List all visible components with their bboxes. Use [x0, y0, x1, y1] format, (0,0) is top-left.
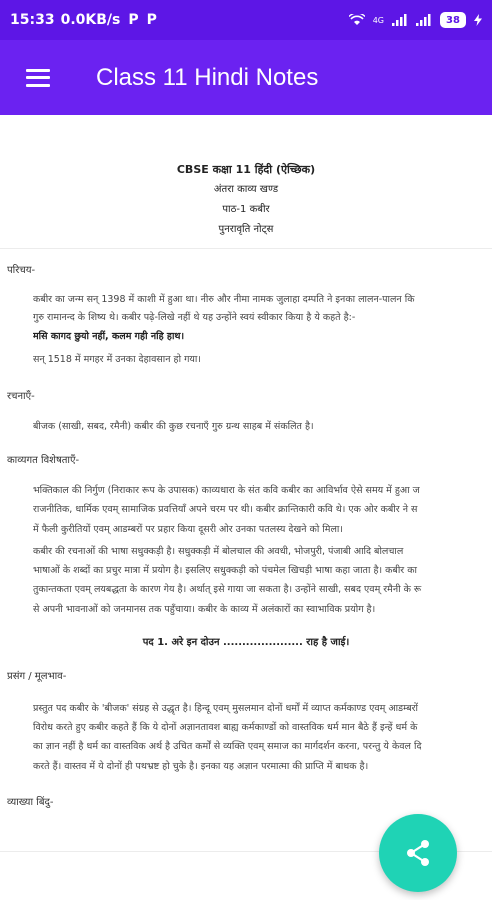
doc-header-line3: पाठ-1 कबीर	[222, 204, 270, 215]
status-right-cluster	[349, 12, 482, 28]
parichay-line-2: गुरु रामानन्द के शिष्य थे। कबीर पढ़े-लिखे नहीं थे यह उन्होंने स्वयं स्वीकार किया है ये कहते है:-	[33, 312, 356, 323]
kavyagat-b1-line-3: में फैली कुरीतियों एवम् आडम्बरों पर प्रहार किया दूसरी ओर उनका पतलस्य देखने को मिला।	[33, 524, 343, 535]
section-title-parichay: परिचय-	[7, 265, 36, 276]
parichay-quote: मसि कागद छुयो नहीं, कलम गही नहि हाथ।	[33, 331, 185, 342]
pad-title: पद 1. अरे इन दोउन ..................... राह है जाई।	[142, 637, 350, 648]
share-fab-button[interactable]	[379, 814, 457, 892]
doc-header-line2: अंतरा काव्य खण्ड	[213, 184, 279, 195]
prasang-line-2: विरोध करते हुए कबीर कहते हैं कि ये दोनों अज्ञानतावश बाह्य कर्मकाण्डों को वास्तविक धर्म मान बैठे हैं इन्हें धर्म के	[33, 722, 418, 733]
wifi-icon	[349, 14, 365, 26]
share-icon	[405, 839, 431, 867]
kavyagat-b1-line-1: • भक्तिकाल की निर्गुण (निराकार रूप के उपासक) काव्यधारा के संत कवि कबीर का आविर्भाव ऐसे समय में हुआ ज	[33, 482, 492, 500]
section-title-prasang: प्रसंग / मूलभाव-	[7, 671, 67, 682]
doc-header-line4: पुनरावृति नोट्स	[218, 224, 274, 235]
kavyagat-b2-line-3: तुकान्तकता एवम् लयबद्धता के कारण गेय है। अर्थात् इसे गाया जा सकता है। उन्होंने साखी, सबद एवम् रमैनी के रू	[33, 584, 422, 595]
battery-icon: 38	[440, 12, 466, 28]
kavyagat-b2-line-4: से अपनी भावनाओं को जनमानस तक पहुँचाया। कबीर के काव्य में अलंकारों का स्वाभाविक प्रयोग है।	[33, 604, 376, 615]
page-divider	[0, 248, 492, 249]
prasang-line-3: का ज्ञान नहीं है धर्म का वास्तविक अर्थ है उचित कर्मों से व्यक्ति एवम् समाज का मार्गदर्शन करना, परन्तु ये केवल दि	[33, 741, 422, 752]
kavyagat-b1-line-2: राजनीतिक, धार्मिक एवम् सामाजिक प्रवत्तियाँ अपने चरम पर थी। कबीर क्रान्तिकारी कवि थे। एक ओर कबीर ने स	[33, 504, 418, 515]
kavyagat-b2-line-1: • कबीर की रचनाओं की भाषा सधुक्कड़ी है। सधुक्कड़ी में बोलचाल की अवधी, भोजपुरी, पंजाबी आदि बोलचाल	[33, 543, 492, 561]
doc-header-line1: CBSE कक्षा 11 हिंदी (ऐच्छिक)	[176, 163, 316, 176]
section-title-vyakhya: व्याख्या बिंदु-	[7, 797, 54, 808]
status-time: 15:33	[10, 12, 55, 28]
section-title-kavyagat: काव्यगत विशेषताएँ-	[7, 455, 80, 466]
status-bar	[0, 0, 492, 40]
status-p-icon-2: P	[146, 12, 157, 28]
document-view[interactable]	[0, 116, 492, 900]
signal-icon-2	[416, 14, 432, 26]
kavyagat-b2-line-2: भाषाओं के शब्दों का प्रचुर मात्रा में प्रयोग है। इसलिए सधुक्कड़ी को पंचमेल खिचड़ी भाषा कहा जाता है। कबीर का	[33, 565, 417, 576]
prasang-line-1: • प्रस्तुत पद कबीर के 'बीजक' संग्रह से उद्धृत है। हिन्दू एवम् मुसलमान दोनों धर्मों में व्याप्त कर्मकाण्ड एवम् आडम्बरों	[33, 700, 492, 718]
app-title: Class 11 Hindi Notes	[96, 63, 319, 91]
status-speed: 0.0KB/s	[60, 12, 121, 28]
parichay-line-3: सन् 1518 में मगहर में उनका देहावसान हो गया।	[33, 354, 201, 365]
signal-icon-1	[392, 14, 408, 26]
section-title-rachnayen: रचनाएँ-	[7, 391, 35, 402]
status-p-icon-1: P	[128, 12, 139, 28]
rachnayen-line-1: • बीजक (साखी, सबद, रमैनी) कबीर की कुछ रचनाएँ गुरु ग्रन्थ साहब में संकलित है।	[33, 418, 492, 436]
network-type: 4G	[372, 15, 384, 25]
prasang-line-4: करते हैं। वास्तव में ये दोनों ही पथभ्रष्ट हो चुके है। इनका यह अज्ञान परमात्मा की प्राप्ति में बाधक है।	[33, 761, 369, 772]
parichay-line-1: • कबीर का जन्म सन् 1398 में काशी में हुआ था। नीरु और नीमा नामक जुलाहा दम्पति ने इनका लालन-पालन कि	[33, 291, 492, 309]
app-bar	[0, 40, 492, 115]
charging-icon	[474, 14, 482, 26]
hamburger-menu-icon[interactable]	[26, 69, 50, 87]
